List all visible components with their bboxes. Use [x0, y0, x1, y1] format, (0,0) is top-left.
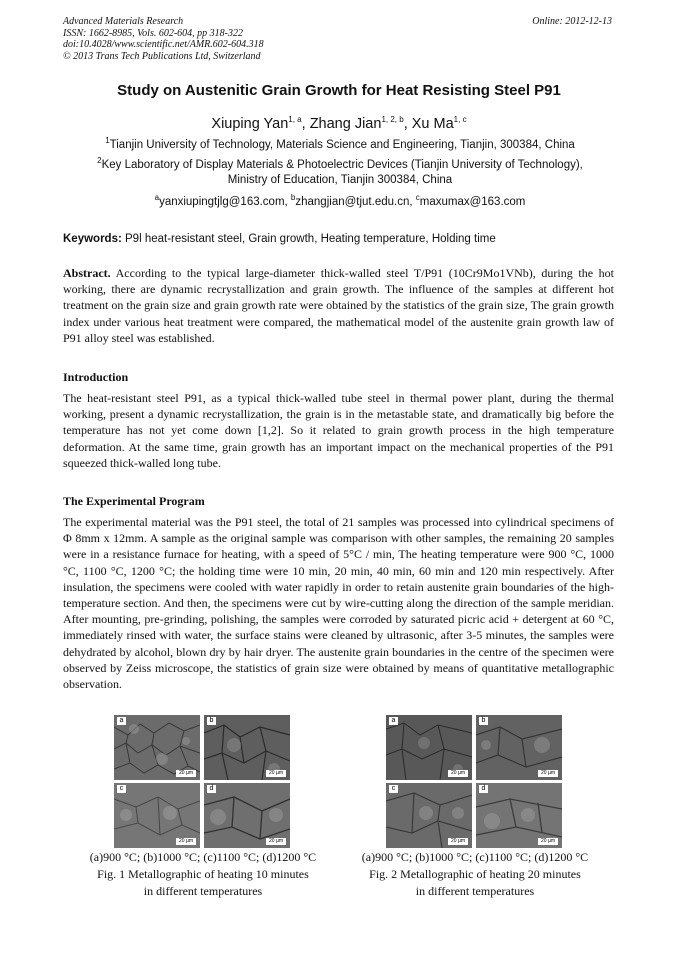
figure-1 — [114, 715, 292, 848]
affiliation-text-cont: Ministry of Education, Tianjin 300384, China — [227, 174, 453, 186]
micrograph-panel — [204, 783, 290, 848]
panel-label: c — [389, 785, 398, 793]
journal-header — [63, 16, 264, 62]
micrograph-panel — [204, 715, 290, 780]
abstract-text: According to the typical large-diameter thick-walled steel T/P91 (10Cr9Mo1VNb), during the hot working, there are dynamic recrystallization and grain growth. The influence of the samples at different hot treatment on the grain size and grain growth rate were obtained by the statistics of the grain size, The grain growth index under various heat treatment were compared, the mathematical model of the austenite grain growth law of P91 alloy steel was established. — [63, 266, 614, 345]
experimental-heading: The Experimental Program — [63, 494, 205, 508]
panel-label: d — [207, 785, 216, 793]
online-date: Online: 2012-12-13 — [532, 16, 612, 27]
figure-sub-caption: (a)900 °C; (b)1000 °C; (c)1100 °C; (d)1200 °C — [89, 850, 317, 864]
journal-name: Advanced Materials Research — [63, 16, 184, 27]
author-name: Xu Ma — [411, 116, 454, 132]
affiliation-text: Key Laboratory of Display Materials & Photoelectric Devices (Tianjin University of Technology), — [101, 159, 583, 171]
scale-bar: 20 µm — [266, 770, 286, 777]
affiliation-1 — [60, 138, 620, 153]
panel-label: b — [207, 717, 216, 725]
email-link[interactable]: yanxiupingtjlg@163.com — [159, 196, 285, 208]
scale-bar: 20 µm — [448, 770, 468, 777]
intro-heading: Introduction — [63, 370, 129, 384]
figure-caption-line: in different temperatures — [415, 884, 535, 898]
micrograph-panel — [476, 715, 562, 780]
scale-bar: 20 µm — [176, 838, 196, 845]
micrograph-panel — [476, 783, 562, 848]
abstract-label: Abstract. — [63, 266, 111, 280]
panel-label: b — [479, 717, 488, 725]
email-link[interactable]: maxumax@163.com — [419, 196, 526, 208]
figure-1-caption — [63, 849, 343, 900]
email-sup: a — [154, 193, 160, 203]
panel-label: a — [117, 717, 126, 725]
figure-2 — [386, 715, 564, 848]
doi-line: doi:10.4028/www.scientific.net/AMR.602-604.318 — [63, 39, 264, 50]
micrograph-panel — [114, 715, 200, 780]
copyright-line: © 2013 Trans Tech Publications Ltd, Switzerland — [63, 50, 261, 62]
abstract — [63, 265, 614, 346]
scale-bar: 20 µm — [538, 770, 558, 777]
figure-2-caption — [335, 849, 615, 900]
micrograph-panel — [386, 715, 472, 780]
author-name: Xiuping Yan — [211, 116, 289, 132]
email-link[interactable]: zhangjian@tjut.edu.cn — [295, 196, 410, 208]
keywords-label: Keywords: — [63, 233, 122, 245]
keywords — [63, 233, 496, 245]
affiliation-text: Tianjin University of Technology, Materials Science and Engineering, Tianjin, 300384, China — [109, 139, 575, 151]
affiliation-2 — [60, 158, 620, 188]
author-sup: 1, c — [453, 115, 467, 125]
scale-bar: 20 µm — [448, 838, 468, 845]
experimental-text: The experimental material was the P91 steel, the total of 21 samples was processed into cylindrical specimens of Φ 8mm x 12mm. A sample as the original sample was comparison with other samples, the remaining 20 samples were in a resistance furnace for heating, with a speed of 5°C / min, The heating temperature were 900 °C, 1000 °C, 1100 °C, 1200 °C; the holding time were 10 min, 20 min, 40 min, 60 min and 120 min respectively. After insulation, the specimens were cooled with water rapidly in order to retain austenite grain boundaries of the high-temperature section. And then, the specimens were cut by wire-cutting along the direction of the sample meridian. After mounting, pre-grinding, polishing, the samples were corroded by saturated picric acid + detergent at 60 °C, immediately rinsed with water, the surface stains were cleaned by ultrasonic, after 3-5 minutes, the samples were dehydrated by alcohol, blown dry by hair dryer. The austenite grain boundaries in the centre of the specimen were observed by Zeiss microscope, the statistics of grain size were obtained by means of quantitative metallographic observation. — [63, 515, 614, 692]
intro-text: The heat-resistant steel P91, as a typical thick-walled tube steel in thermal power plant, during the thermal working, present a dynamic recrystallization, the grain is in the metastable state, and dramatically big before the temperature has not yet come down [1,2]. So it related to grain growth process in the high temperature deformation. At the same time, grain growth has an important impact on the mechanical properties of the P91 squeezed thick-walled long tube. — [63, 391, 614, 470]
figure-sub-caption: (a)900 °C; (b)1000 °C; (c)1100 °C; (d)1200 °C — [361, 850, 589, 864]
figure-caption-line: in different temperatures — [143, 884, 263, 898]
micrograph-panel — [386, 783, 472, 848]
email-sup: c — [415, 193, 420, 203]
issn-line: ISSN: 1662-8985, Vols. 602-604, pp 318-322 — [63, 27, 243, 39]
panel-label: a — [389, 717, 398, 725]
email-sup: b — [290, 193, 296, 203]
scale-bar: 20 µm — [266, 838, 286, 845]
scale-bar: 20 µm — [538, 838, 558, 845]
panel-label: c — [117, 785, 126, 793]
keywords-text: P9l heat-resistant steel, Grain growth, Heating temperature, Holding time — [125, 233, 496, 245]
paper-title: Study on Austenitic Grain Growth for Heat Resisting Steel P91 — [117, 82, 561, 99]
author-sup: 1, 2, b — [381, 115, 404, 125]
email-line: $^a$yanxiupingtjlg@163.com, $^b$zhangjian@tjut.edu.cn, $^c$maxumax@163.com — [154, 193, 526, 208]
affiliation-sup: 1 — [105, 136, 110, 146]
panel-label: d — [479, 785, 488, 793]
author-name: Zhang Jian — [309, 116, 382, 132]
author-list: Xiuping Yan$^{1, a}$, Zhang Jian$^{1, 2, b}$, Xu Ma$^{1, c}$ — [211, 115, 467, 132]
figure-caption-line: Fig. 2 Metallographic of heating 20 minutes — [369, 867, 581, 881]
affiliation-sup: 2 — [97, 156, 102, 166]
figure-caption-line: Fig. 1 Metallographic of heating 10 minutes — [97, 867, 309, 881]
scale-bar: 20 µm — [176, 770, 196, 777]
micrograph-panel — [114, 783, 200, 848]
author-sup: 1, a — [288, 115, 302, 125]
